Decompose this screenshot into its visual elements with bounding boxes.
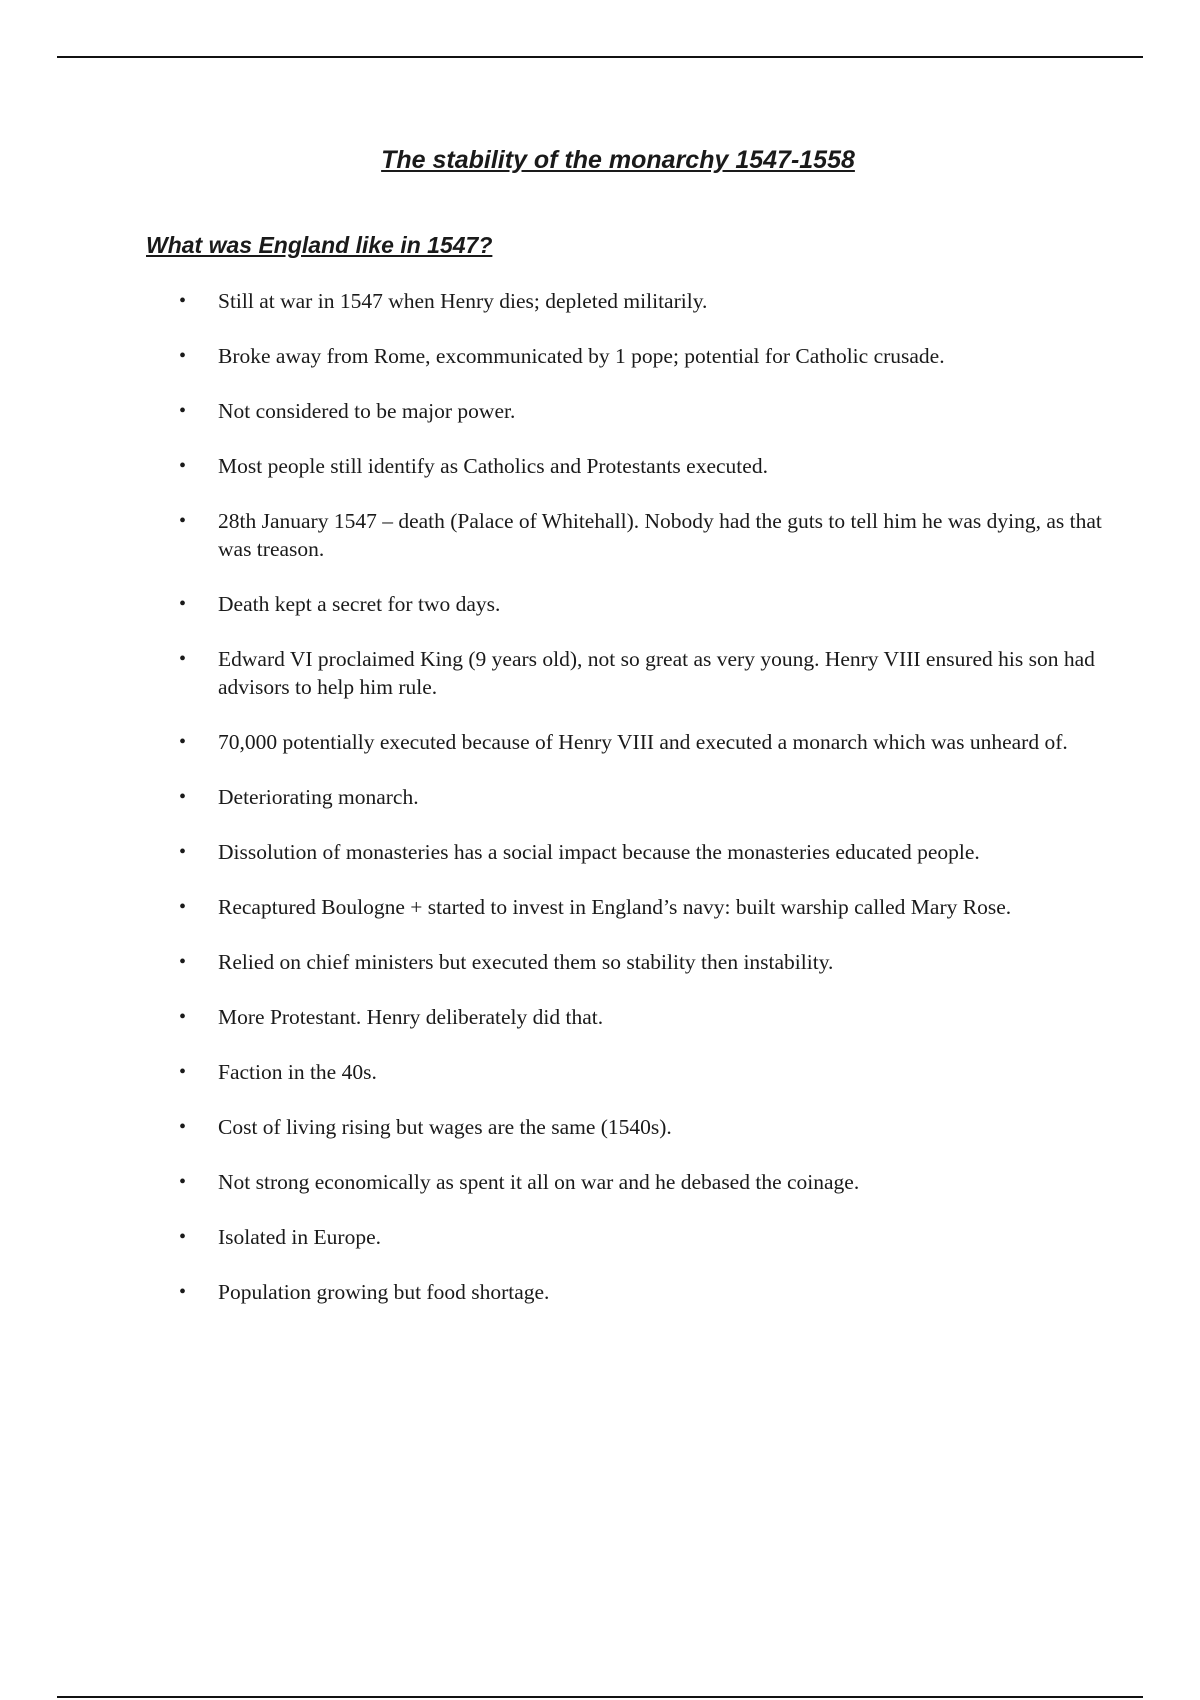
bullet-point-icon: •	[179, 648, 187, 670]
bullet-point-icon: •	[179, 786, 187, 808]
list-item-text: Cost of living rising but wages are the same (1540s).	[218, 1115, 672, 1139]
bullet-point-icon: •	[179, 841, 187, 863]
bullet-point-icon: •	[179, 290, 187, 312]
bullet-point-icon: •	[179, 593, 187, 615]
list-item-text: Recaptured Boulogne + started to invest in England’s navy: built warship called Mary Rose.	[218, 895, 1012, 919]
list-item-text: Population growing but food shortage.	[218, 1280, 550, 1304]
list-item	[176, 728, 1106, 756]
list-item	[176, 452, 1106, 480]
bullet-point-icon: •	[179, 1061, 187, 1083]
page-title: The stability of the monarchy 1547-1558	[381, 146, 855, 174]
list-item-text: Dissolution of monasteries has a social impact because the monasteries educated people.	[218, 840, 980, 864]
list-item	[176, 893, 1106, 921]
bullet-point-icon: •	[179, 1006, 187, 1028]
list-item	[176, 645, 1106, 701]
list-item	[176, 1058, 1106, 1086]
list-item-text: More Protestant. Henry deliberately did that.	[218, 1005, 604, 1029]
list-item	[176, 1113, 1106, 1141]
bullet-point-icon: •	[179, 896, 187, 918]
list-item-text: 70,000 potentially executed because of Henry VIII and executed a monarch which was unheard of.	[218, 730, 1068, 754]
section-heading: What was England like in 1547?	[146, 232, 493, 258]
list-item-text: Death kept a secret for two days.	[218, 592, 501, 616]
bullet-point-icon: •	[179, 345, 187, 367]
bullet-point-icon: •	[179, 510, 187, 532]
bullet-point-icon: •	[179, 731, 187, 753]
footer-rule	[57, 1696, 1143, 1698]
bullet-point-icon: •	[179, 1226, 187, 1248]
list-item	[176, 342, 1106, 370]
list-item-text: Not considered to be major power.	[218, 399, 516, 423]
bullet-point-icon: •	[179, 951, 187, 973]
list-item	[176, 1278, 1106, 1306]
list-item-text: Broke away from Rome, excommunicated by 1 pope; potential for Catholic crusade.	[218, 344, 945, 368]
list-item	[176, 1003, 1106, 1031]
list-item	[176, 838, 1106, 866]
bullet-point-icon: •	[179, 1281, 187, 1303]
list-item	[176, 948, 1106, 976]
list-item-text: Relied on chief ministers but executed them so stability then instability.	[218, 950, 834, 974]
list-item	[176, 590, 1106, 618]
list-item	[176, 1223, 1106, 1251]
bullet-point-icon: •	[179, 400, 187, 422]
list-item-text: 28th January 1547 – death (Palace of Whitehall). Nobody had the guts to tell him he was dying, as that was treason.	[218, 509, 1102, 561]
list-item	[176, 1168, 1106, 1196]
list-item-text: Deteriorating monarch.	[218, 785, 419, 809]
bullet-point-icon: •	[179, 1171, 187, 1193]
list-item-text: Edward VI proclaimed King (9 years old), not so great as very young. Henry VIII ensured his son had advisors to help him rule.	[218, 647, 1095, 699]
list-item-text: Faction in the 40s.	[218, 1060, 377, 1084]
list-item	[176, 397, 1106, 425]
bullet-point-icon: •	[179, 1116, 187, 1138]
bullet-point-icon: •	[179, 455, 187, 477]
list-item-text: Not strong economically as spent it all on war and he debased the coinage.	[218, 1170, 860, 1194]
list-item	[176, 287, 1106, 315]
header-rule	[57, 56, 1143, 58]
list-item	[176, 507, 1106, 563]
list-item-text: Most people still identify as Catholics and Protestants executed.	[218, 454, 768, 478]
bullet-list	[176, 287, 1106, 1333]
list-item-text: Still at war in 1547 when Henry dies; depleted militarily.	[218, 289, 708, 313]
list-item	[176, 783, 1106, 811]
list-item-text: Isolated in Europe.	[218, 1225, 381, 1249]
